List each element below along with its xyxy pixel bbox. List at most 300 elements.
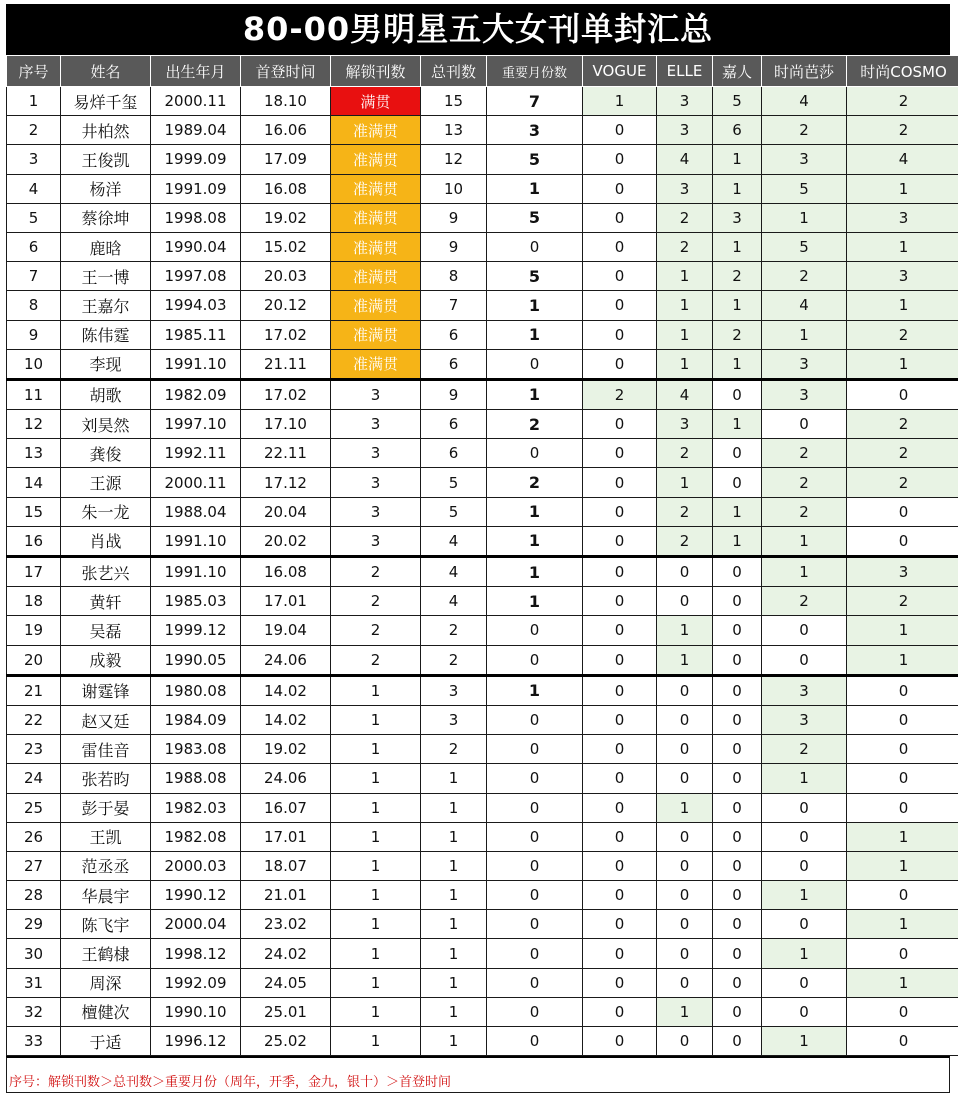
cell-elle: 2 bbox=[657, 526, 713, 556]
cell-total: 4 bbox=[421, 587, 487, 616]
cell-name: 陈伟霆 bbox=[61, 320, 151, 349]
cell-name: 赵又廷 bbox=[61, 705, 151, 734]
cell-index: 19 bbox=[7, 616, 61, 645]
cell-bazaar: 2 bbox=[762, 468, 847, 497]
cell-bazaar: 0 bbox=[762, 910, 847, 939]
cell-vogue: 0 bbox=[583, 203, 657, 232]
cell-birth: 1980.08 bbox=[151, 675, 241, 705]
cell-vogue: 0 bbox=[583, 822, 657, 851]
cell-birth: 1992.11 bbox=[151, 439, 241, 468]
table-row[interactable] bbox=[7, 764, 958, 793]
cell-cosmo: 1 bbox=[847, 645, 958, 675]
cell-unlocked: 3 bbox=[331, 439, 421, 468]
cell-vogue: 0 bbox=[583, 764, 657, 793]
cell-index: 9 bbox=[7, 320, 61, 349]
cell-total: 9 bbox=[421, 232, 487, 261]
table-row[interactable] bbox=[7, 616, 958, 645]
table-row[interactable] bbox=[7, 497, 958, 526]
cell-unlocked: 准满贯 bbox=[331, 203, 421, 232]
cell-elle: 1 bbox=[657, 793, 713, 822]
cell-total: 1 bbox=[421, 764, 487, 793]
cell-bazaar: 0 bbox=[762, 997, 847, 1026]
cell-birth: 1991.10 bbox=[151, 557, 241, 587]
cell-cosmo: 0 bbox=[847, 675, 958, 705]
cell-index: 15 bbox=[7, 497, 61, 526]
cell-key-months: 0 bbox=[487, 997, 583, 1026]
table-row[interactable] bbox=[7, 968, 958, 997]
table-row[interactable] bbox=[7, 793, 958, 822]
cell-key-months: 7 bbox=[487, 87, 583, 116]
cell-index: 16 bbox=[7, 526, 61, 556]
cell-debut: 20.03 bbox=[241, 262, 331, 291]
cell-cosmo: 3 bbox=[847, 262, 958, 291]
cell-birth: 1991.09 bbox=[151, 174, 241, 203]
cell-vogue: 0 bbox=[583, 468, 657, 497]
cell-jiaren: 1 bbox=[713, 145, 762, 174]
cell-total: 8 bbox=[421, 262, 487, 291]
table-row[interactable] bbox=[7, 675, 958, 705]
cell-total: 4 bbox=[421, 526, 487, 556]
cell-birth: 1990.12 bbox=[151, 881, 241, 910]
cell-jiaren: 0 bbox=[713, 379, 762, 409]
cell-name: 黄轩 bbox=[61, 587, 151, 616]
cell-elle: 0 bbox=[657, 881, 713, 910]
cell-jiaren: 0 bbox=[713, 764, 762, 793]
cell-bazaar: 0 bbox=[762, 968, 847, 997]
table-row[interactable] bbox=[7, 939, 958, 968]
cell-elle: 4 bbox=[657, 145, 713, 174]
cell-cosmo: 0 bbox=[847, 793, 958, 822]
cell-name: 李现 bbox=[61, 349, 151, 379]
cell-name: 龚俊 bbox=[61, 439, 151, 468]
cell-name: 彭于晏 bbox=[61, 793, 151, 822]
cell-bazaar: 3 bbox=[762, 349, 847, 379]
table-row[interactable] bbox=[7, 410, 958, 439]
cell-name: 王嘉尔 bbox=[61, 291, 151, 320]
cell-bazaar: 3 bbox=[762, 705, 847, 734]
cell-unlocked: 1 bbox=[331, 735, 421, 764]
header-row bbox=[7, 56, 958, 87]
table-row[interactable] bbox=[7, 881, 958, 910]
cell-index: 2 bbox=[7, 116, 61, 145]
cell-elle: 1 bbox=[657, 468, 713, 497]
cell-elle: 0 bbox=[657, 764, 713, 793]
cell-birth: 1990.04 bbox=[151, 232, 241, 261]
table-row[interactable] bbox=[7, 232, 958, 261]
cell-jiaren: 1 bbox=[713, 232, 762, 261]
cell-name: 吴磊 bbox=[61, 616, 151, 645]
cell-bazaar: 1 bbox=[762, 557, 847, 587]
cell-elle: 1 bbox=[657, 997, 713, 1026]
cell-unlocked: 准满贯 bbox=[331, 232, 421, 261]
cell-total: 2 bbox=[421, 616, 487, 645]
cell-debut: 24.06 bbox=[241, 764, 331, 793]
cell-jiaren: 0 bbox=[713, 616, 762, 645]
cell-unlocked: 准满贯 bbox=[331, 320, 421, 349]
table-row[interactable] bbox=[7, 645, 958, 675]
cell-index: 6 bbox=[7, 232, 61, 261]
cell-vogue: 0 bbox=[583, 497, 657, 526]
cell-name: 易烊千玺 bbox=[61, 87, 151, 116]
cell-debut: 23.02 bbox=[241, 910, 331, 939]
header-index[interactable]: 序号 bbox=[7, 56, 61, 87]
cell-unlocked: 准满贯 bbox=[331, 291, 421, 320]
table-row[interactable] bbox=[7, 439, 958, 468]
header-unlocked[interactable]: 解锁刊数 bbox=[331, 56, 421, 87]
header-vogue[interactable]: VOGUE bbox=[583, 56, 657, 87]
cell-vogue: 0 bbox=[583, 557, 657, 587]
cell-debut: 21.11 bbox=[241, 349, 331, 379]
cell-bazaar: 0 bbox=[762, 410, 847, 439]
table-row[interactable] bbox=[7, 145, 958, 174]
summary-table bbox=[6, 55, 958, 1056]
cell-birth: 1999.09 bbox=[151, 145, 241, 174]
cell-bazaar: 0 bbox=[762, 616, 847, 645]
cell-jiaren: 1 bbox=[713, 497, 762, 526]
cell-jiaren: 0 bbox=[713, 557, 762, 587]
cell-jiaren: 0 bbox=[713, 587, 762, 616]
table-row[interactable] bbox=[7, 203, 958, 232]
table-row[interactable] bbox=[7, 1027, 958, 1056]
cell-total: 9 bbox=[421, 379, 487, 409]
cell-debut: 20.04 bbox=[241, 497, 331, 526]
cell-vogue: 0 bbox=[583, 793, 657, 822]
cell-debut: 16.08 bbox=[241, 174, 331, 203]
cell-key-months: 3 bbox=[487, 116, 583, 145]
table-row[interactable] bbox=[7, 557, 958, 587]
cell-key-months: 0 bbox=[487, 939, 583, 968]
header-birth[interactable]: 出生年月 bbox=[151, 56, 241, 87]
cell-jiaren: 5 bbox=[713, 87, 762, 116]
cell-key-months: 0 bbox=[487, 851, 583, 880]
cell-total: 3 bbox=[421, 705, 487, 734]
header-name[interactable]: 姓名 bbox=[61, 56, 151, 87]
cell-vogue: 0 bbox=[583, 968, 657, 997]
cell-jiaren: 0 bbox=[713, 735, 762, 764]
cell-total: 12 bbox=[421, 145, 487, 174]
cell-debut: 17.10 bbox=[241, 410, 331, 439]
cell-debut: 14.02 bbox=[241, 675, 331, 705]
cell-bazaar: 2 bbox=[762, 439, 847, 468]
cell-total: 1 bbox=[421, 997, 487, 1026]
cell-jiaren: 0 bbox=[713, 468, 762, 497]
cell-cosmo: 3 bbox=[847, 203, 958, 232]
cell-bazaar: 4 bbox=[762, 291, 847, 320]
cell-key-months: 1 bbox=[487, 675, 583, 705]
cell-debut: 18.07 bbox=[241, 851, 331, 880]
cell-jiaren: 0 bbox=[713, 705, 762, 734]
cell-index: 32 bbox=[7, 997, 61, 1026]
cell-debut: 16.08 bbox=[241, 557, 331, 587]
table-row[interactable] bbox=[7, 468, 958, 497]
cell-elle: 0 bbox=[657, 910, 713, 939]
cell-bazaar: 1 bbox=[762, 939, 847, 968]
cell-birth: 2000.04 bbox=[151, 910, 241, 939]
footer-note-area bbox=[6, 1056, 950, 1093]
cell-vogue: 0 bbox=[583, 939, 657, 968]
cell-index: 13 bbox=[7, 439, 61, 468]
cell-name: 范丞丞 bbox=[61, 851, 151, 880]
cell-key-months: 0 bbox=[487, 793, 583, 822]
cell-unlocked: 1 bbox=[331, 822, 421, 851]
cell-vogue: 0 bbox=[583, 410, 657, 439]
cell-bazaar: 3 bbox=[762, 379, 847, 409]
cell-bazaar: 2 bbox=[762, 262, 847, 291]
cell-vogue: 0 bbox=[583, 116, 657, 145]
cell-bazaar: 1 bbox=[762, 1027, 847, 1056]
table-row[interactable] bbox=[7, 320, 958, 349]
cell-jiaren: 0 bbox=[713, 793, 762, 822]
cell-debut: 17.01 bbox=[241, 822, 331, 851]
cell-elle: 3 bbox=[657, 87, 713, 116]
cell-total: 7 bbox=[421, 291, 487, 320]
cell-vogue: 0 bbox=[583, 645, 657, 675]
cell-key-months: 1 bbox=[487, 320, 583, 349]
cell-cosmo: 2 bbox=[847, 410, 958, 439]
cell-jiaren: 0 bbox=[713, 675, 762, 705]
cell-cosmo: 0 bbox=[847, 735, 958, 764]
cell-vogue: 0 bbox=[583, 851, 657, 880]
cell-unlocked: 准满贯 bbox=[331, 262, 421, 291]
cell-bazaar: 0 bbox=[762, 822, 847, 851]
cell-elle: 4 bbox=[657, 379, 713, 409]
cell-unlocked: 1 bbox=[331, 793, 421, 822]
cell-bazaar: 3 bbox=[762, 145, 847, 174]
cell-cosmo: 2 bbox=[847, 468, 958, 497]
cell-cosmo: 2 bbox=[847, 587, 958, 616]
header-bazaar[interactable]: 时尚芭莎 bbox=[762, 56, 847, 87]
cell-total: 3 bbox=[421, 675, 487, 705]
cell-debut: 24.05 bbox=[241, 968, 331, 997]
cell-cosmo: 1 bbox=[847, 174, 958, 203]
header-debut[interactable]: 首登时间 bbox=[241, 56, 331, 87]
cell-unlocked: 1 bbox=[331, 939, 421, 968]
cell-name: 王鹤棣 bbox=[61, 939, 151, 968]
cell-cosmo: 0 bbox=[847, 764, 958, 793]
cell-index: 23 bbox=[7, 735, 61, 764]
cell-cosmo: 1 bbox=[847, 232, 958, 261]
cell-birth: 1984.09 bbox=[151, 705, 241, 734]
cell-name: 胡歌 bbox=[61, 379, 151, 409]
cell-total: 5 bbox=[421, 497, 487, 526]
cell-debut: 17.12 bbox=[241, 468, 331, 497]
header-cosmo[interactable]: 时尚COSMO bbox=[847, 56, 958, 87]
cell-bazaar: 2 bbox=[762, 116, 847, 145]
cell-name: 王俊凯 bbox=[61, 145, 151, 174]
cell-name: 王源 bbox=[61, 468, 151, 497]
cell-name: 于适 bbox=[61, 1027, 151, 1056]
cell-elle: 0 bbox=[657, 851, 713, 880]
cell-total: 5 bbox=[421, 468, 487, 497]
cell-birth: 2000.11 bbox=[151, 468, 241, 497]
cell-cosmo: 0 bbox=[847, 1027, 958, 1056]
cell-unlocked: 2 bbox=[331, 557, 421, 587]
cell-bazaar: 1 bbox=[762, 764, 847, 793]
cell-jiaren: 6 bbox=[713, 116, 762, 145]
cell-unlocked: 1 bbox=[331, 675, 421, 705]
cell-debut: 24.02 bbox=[241, 939, 331, 968]
cell-unlocked: 准满贯 bbox=[331, 174, 421, 203]
cell-cosmo: 0 bbox=[847, 881, 958, 910]
cell-key-months: 1 bbox=[487, 526, 583, 556]
cell-index: 4 bbox=[7, 174, 61, 203]
cell-jiaren: 0 bbox=[713, 910, 762, 939]
cell-vogue: 0 bbox=[583, 349, 657, 379]
cell-jiaren: 0 bbox=[713, 997, 762, 1026]
cell-vogue: 2 bbox=[583, 379, 657, 409]
cell-total: 6 bbox=[421, 439, 487, 468]
table-row[interactable] bbox=[7, 822, 958, 851]
cell-index: 31 bbox=[7, 968, 61, 997]
cell-elle: 0 bbox=[657, 939, 713, 968]
cell-index: 28 bbox=[7, 881, 61, 910]
cell-total: 1 bbox=[421, 851, 487, 880]
cell-bazaar: 2 bbox=[762, 497, 847, 526]
cell-vogue: 0 bbox=[583, 675, 657, 705]
cell-debut: 19.02 bbox=[241, 735, 331, 764]
cell-debut: 25.01 bbox=[241, 997, 331, 1026]
table-row[interactable] bbox=[7, 291, 958, 320]
table-row[interactable] bbox=[7, 851, 958, 880]
cell-elle: 0 bbox=[657, 587, 713, 616]
table-row[interactable] bbox=[7, 379, 958, 409]
table-row[interactable] bbox=[7, 262, 958, 291]
cell-jiaren: 0 bbox=[713, 851, 762, 880]
cell-name: 蔡徐坤 bbox=[61, 203, 151, 232]
cell-name: 谢霆锋 bbox=[61, 675, 151, 705]
cell-debut: 20.12 bbox=[241, 291, 331, 320]
cell-index: 24 bbox=[7, 764, 61, 793]
cell-cosmo: 0 bbox=[847, 497, 958, 526]
cell-birth: 1983.08 bbox=[151, 735, 241, 764]
cell-key-months: 1 bbox=[487, 174, 583, 203]
cell-bazaar: 5 bbox=[762, 232, 847, 261]
cell-vogue: 0 bbox=[583, 526, 657, 556]
table-row[interactable] bbox=[7, 174, 958, 203]
cell-unlocked: 准满贯 bbox=[331, 145, 421, 174]
cell-cosmo: 1 bbox=[847, 822, 958, 851]
cell-index: 7 bbox=[7, 262, 61, 291]
table-row[interactable] bbox=[7, 705, 958, 734]
cell-bazaar: 0 bbox=[762, 793, 847, 822]
table-row[interactable] bbox=[7, 87, 958, 116]
cell-vogue: 0 bbox=[583, 735, 657, 764]
cell-unlocked: 1 bbox=[331, 1027, 421, 1056]
cell-index: 8 bbox=[7, 291, 61, 320]
cell-jiaren: 0 bbox=[713, 822, 762, 851]
cell-unlocked: 3 bbox=[331, 379, 421, 409]
cell-unlocked: 1 bbox=[331, 881, 421, 910]
cell-key-months: 0 bbox=[487, 822, 583, 851]
cell-elle: 1 bbox=[657, 616, 713, 645]
cell-total: 1 bbox=[421, 822, 487, 851]
cell-vogue: 0 bbox=[583, 705, 657, 734]
header-elle[interactable]: ELLE bbox=[657, 56, 713, 87]
cell-cosmo: 4 bbox=[847, 145, 958, 174]
table-row[interactable] bbox=[7, 735, 958, 764]
cell-name: 周深 bbox=[61, 968, 151, 997]
cell-total: 13 bbox=[421, 116, 487, 145]
cell-elle: 0 bbox=[657, 675, 713, 705]
table-row[interactable] bbox=[7, 349, 958, 379]
cell-total: 1 bbox=[421, 881, 487, 910]
cell-index: 22 bbox=[7, 705, 61, 734]
cell-birth: 1990.05 bbox=[151, 645, 241, 675]
cell-jiaren: 2 bbox=[713, 320, 762, 349]
cell-unlocked: 3 bbox=[331, 497, 421, 526]
cell-birth: 1985.11 bbox=[151, 320, 241, 349]
cell-total: 1 bbox=[421, 910, 487, 939]
cell-cosmo: 3 bbox=[847, 557, 958, 587]
cell-key-months: 0 bbox=[487, 735, 583, 764]
header-key-months[interactable]: 重要月份数 bbox=[487, 56, 583, 87]
header-total[interactable]: 总刊数 bbox=[421, 56, 487, 87]
cell-birth: 1998.12 bbox=[151, 939, 241, 968]
cell-vogue: 0 bbox=[583, 997, 657, 1026]
cell-bazaar: 2 bbox=[762, 587, 847, 616]
table-row[interactable] bbox=[7, 910, 958, 939]
header-jiaren[interactable]: 嘉人 bbox=[713, 56, 762, 87]
cell-jiaren: 1 bbox=[713, 410, 762, 439]
cell-bazaar: 5 bbox=[762, 174, 847, 203]
cell-elle: 0 bbox=[657, 735, 713, 764]
cell-birth: 1997.10 bbox=[151, 410, 241, 439]
cell-elle: 1 bbox=[657, 645, 713, 675]
cell-name: 王凯 bbox=[61, 822, 151, 851]
table-row[interactable] bbox=[7, 116, 958, 145]
cell-debut: 16.07 bbox=[241, 793, 331, 822]
cell-debut: 20.02 bbox=[241, 526, 331, 556]
cell-birth: 1985.03 bbox=[151, 587, 241, 616]
cell-debut: 17.02 bbox=[241, 379, 331, 409]
cell-cosmo: 0 bbox=[847, 379, 958, 409]
cell-index: 27 bbox=[7, 851, 61, 880]
table-row[interactable] bbox=[7, 526, 958, 556]
cell-key-months: 2 bbox=[487, 468, 583, 497]
cell-key-months: 1 bbox=[487, 291, 583, 320]
cell-name: 朱一龙 bbox=[61, 497, 151, 526]
table-row[interactable] bbox=[7, 587, 958, 616]
footer-note: 序号：解锁刊数＞总刊数＞重要月份（周年，开季，金九，银十）＞首登时间 bbox=[9, 1075, 452, 1091]
cell-jiaren: 2 bbox=[713, 262, 762, 291]
cell-vogue: 0 bbox=[583, 320, 657, 349]
cell-name: 陈飞宇 bbox=[61, 910, 151, 939]
cell-key-months: 5 bbox=[487, 262, 583, 291]
cell-index: 29 bbox=[7, 910, 61, 939]
cell-unlocked: 1 bbox=[331, 851, 421, 880]
cell-debut: 15.02 bbox=[241, 232, 331, 261]
cell-jiaren: 0 bbox=[713, 439, 762, 468]
cell-elle: 2 bbox=[657, 439, 713, 468]
cell-elle: 1 bbox=[657, 291, 713, 320]
cell-key-months: 1 bbox=[487, 497, 583, 526]
cell-cosmo: 2 bbox=[847, 320, 958, 349]
cell-key-months: 1 bbox=[487, 379, 583, 409]
cell-name: 王一博 bbox=[61, 262, 151, 291]
cell-index: 30 bbox=[7, 939, 61, 968]
cell-bazaar: 0 bbox=[762, 851, 847, 880]
cell-jiaren: 1 bbox=[713, 291, 762, 320]
table-row[interactable] bbox=[7, 997, 958, 1026]
cell-index: 14 bbox=[7, 468, 61, 497]
cell-jiaren: 1 bbox=[713, 174, 762, 203]
cell-cosmo: 2 bbox=[847, 87, 958, 116]
cell-name: 檀健次 bbox=[61, 997, 151, 1026]
cell-elle: 3 bbox=[657, 410, 713, 439]
cell-birth: 1998.08 bbox=[151, 203, 241, 232]
cell-birth: 1982.09 bbox=[151, 379, 241, 409]
cell-cosmo: 2 bbox=[847, 116, 958, 145]
